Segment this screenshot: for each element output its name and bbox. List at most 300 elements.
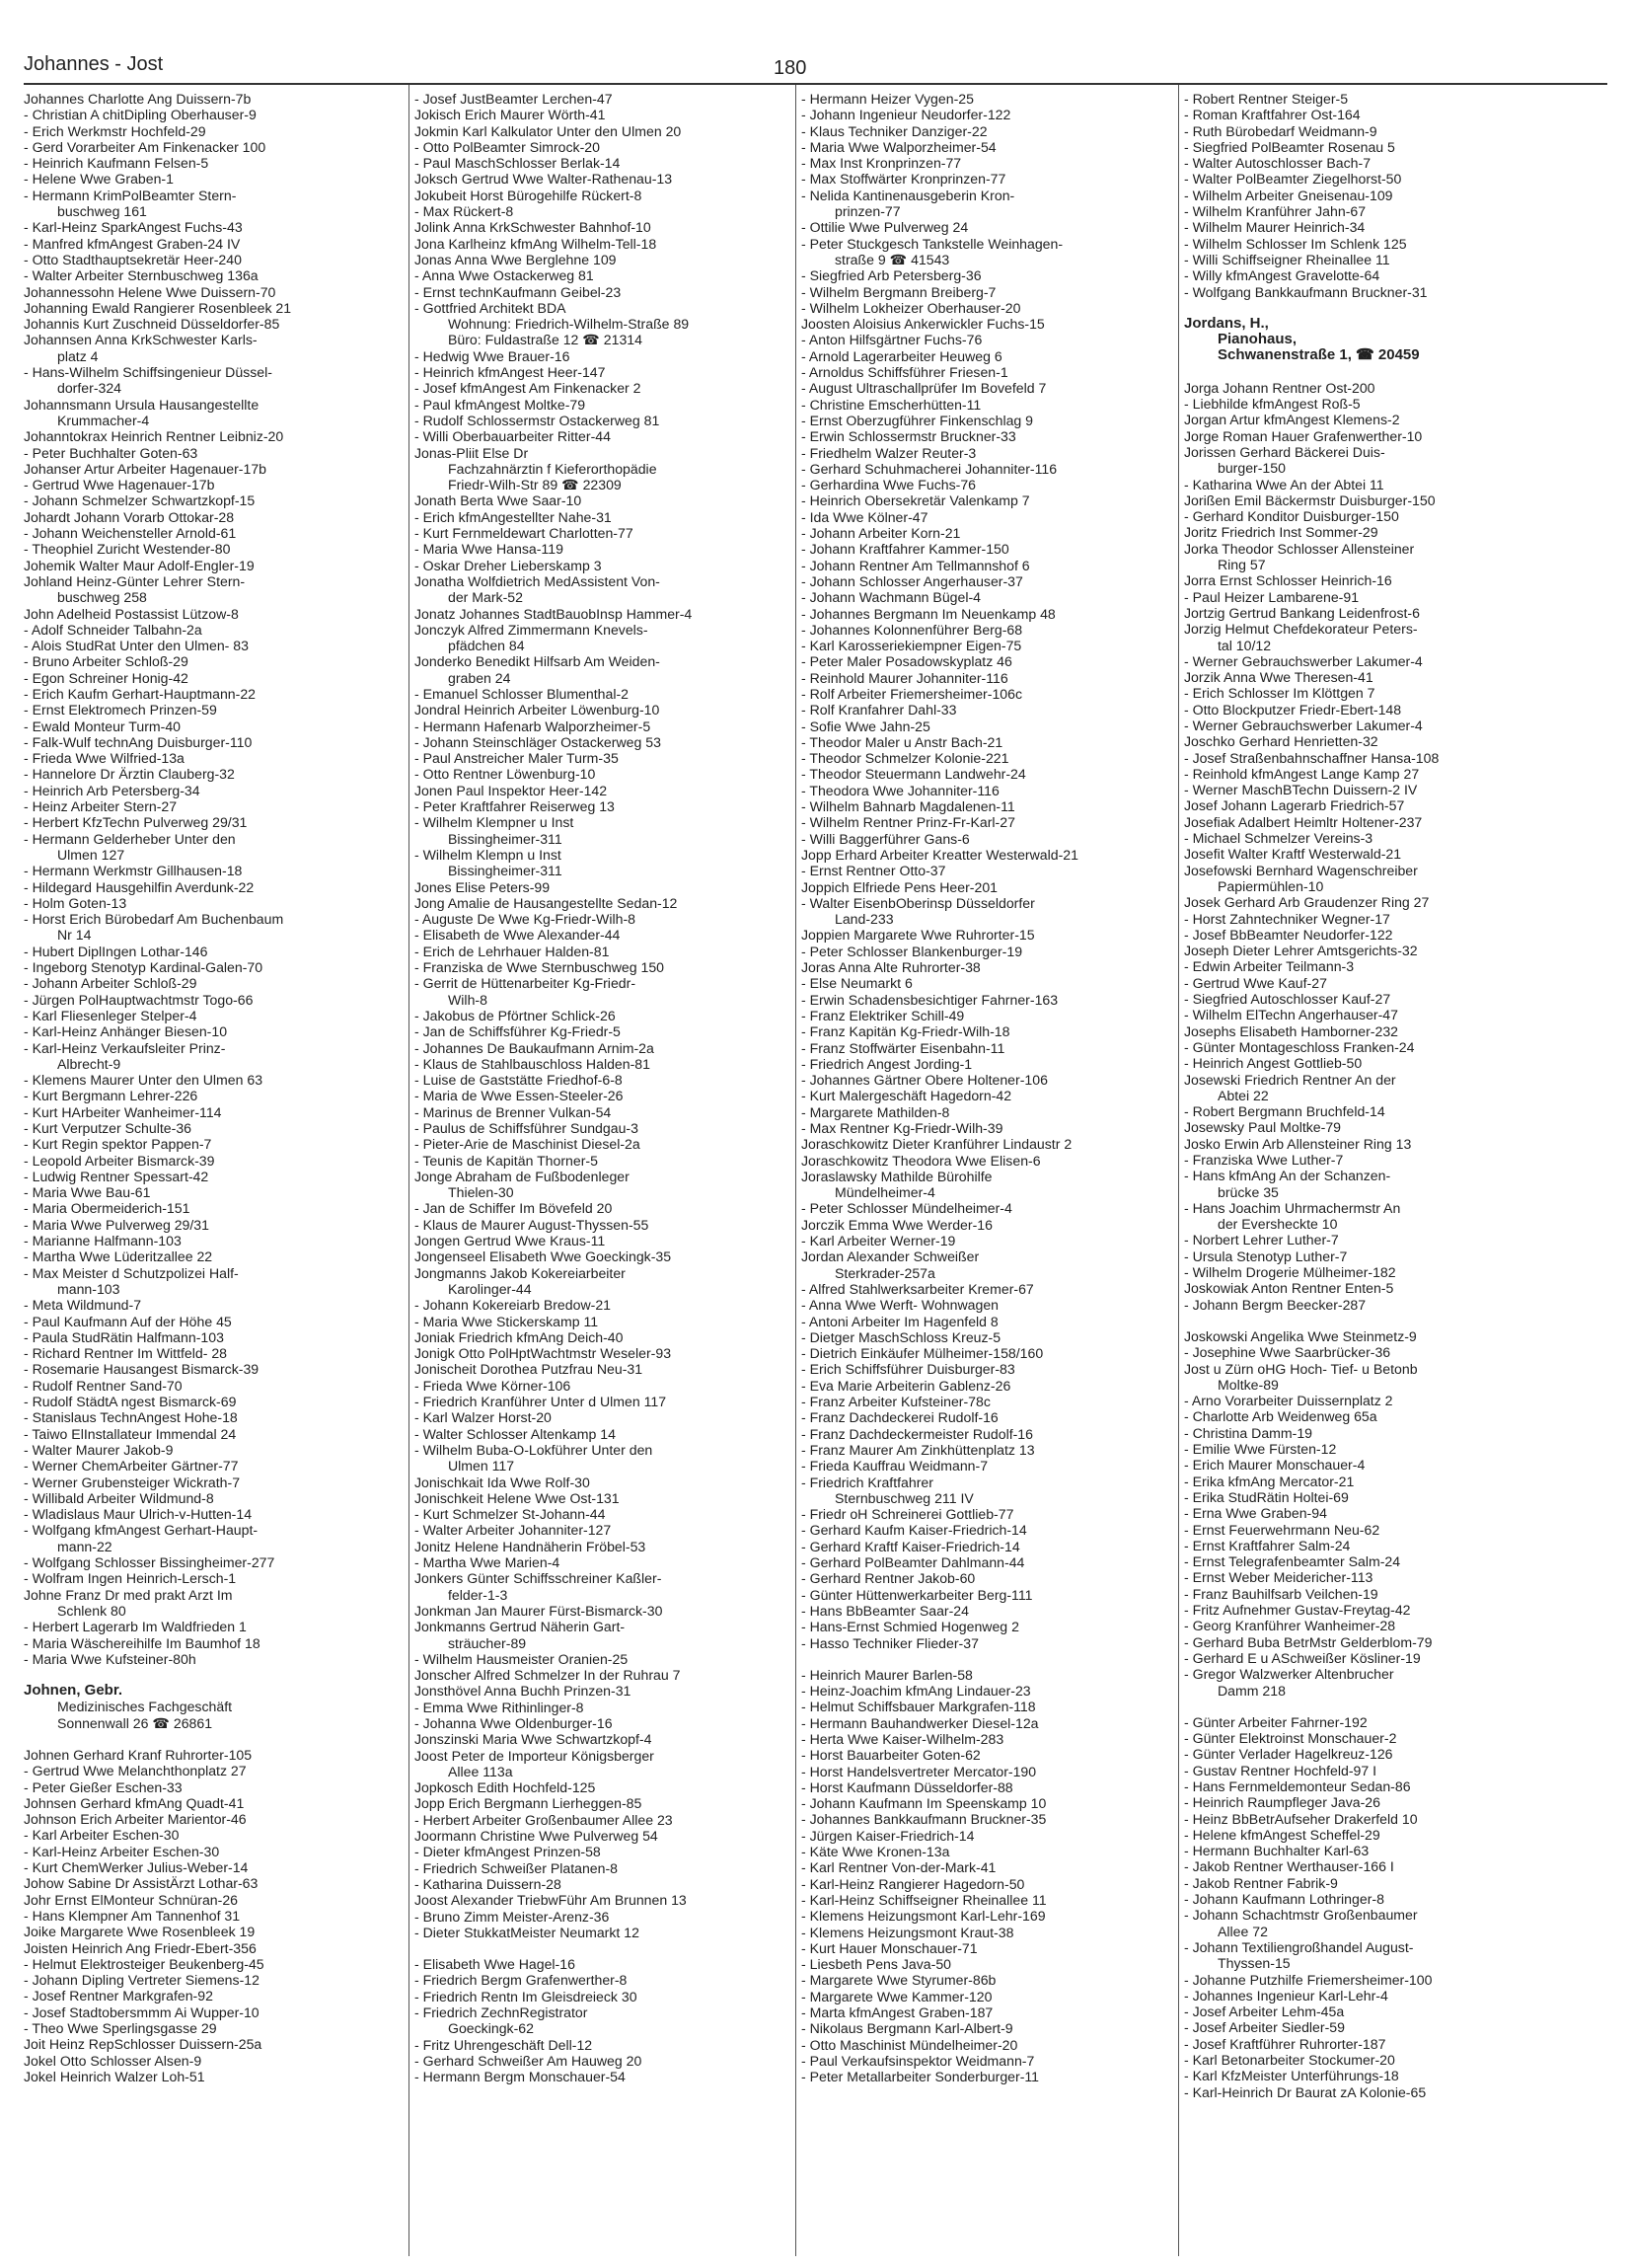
directory-entry: Jongmanns Jakob Kokereiarbeiter <box>414 1264 626 1281</box>
directory-entry: Johow Sabine Dr AssistÄrzt Lothar-63 <box>24 1875 259 1892</box>
directory-entry: Jonderko Benedikt Hilfsarb Am Weiden- <box>414 653 660 670</box>
directory-entry: - Charlotte Arb Weidenweg 65a <box>1184 1408 1377 1425</box>
directory-entry: Joisten Heinrich Ang Friedr-Ebert-356 <box>24 1939 257 1956</box>
directory-entry: Jorra Ernst Schlosser Heinrich-16 <box>1184 572 1392 589</box>
entry-continuation: Nr 14 <box>57 927 92 944</box>
directory-entry: - Gerrit de Hüttenarbeiter Kg-Friedr- <box>414 975 636 992</box>
directory-entry: - Günter Arbeiter Fahrner-192 <box>1184 1713 1368 1730</box>
directory-entry: - August Ultraschallprüfer Im Bovefeld 7 <box>801 380 1047 397</box>
directory-entry: - Johannes Ingenieur Karl-Lehr-4 <box>1184 1987 1388 2003</box>
directory-entry: - Jakob Rentner Werthauser-166 I <box>1184 1858 1394 1875</box>
directory-entry: Jopp Erich Bergmann Lierheggen-85 <box>414 1795 642 1812</box>
directory-entry: - Karl Karosseriekiempner Eigen-75 <box>801 638 1022 654</box>
directory-entry: - Hildegard Hausgehilfin Averdunk-22 <box>24 878 255 895</box>
directory-entry: - Max Meister d Schutzpolizei Half- <box>24 1264 239 1281</box>
directory-entry: - Margarete Mathilden-8 <box>801 1103 950 1120</box>
directory-entry: - Robert Bergmann Bruchfeld-14 <box>1184 1103 1385 1120</box>
directory-entry: - Theodor Schmelzer Kolonie-221 <box>801 750 1009 767</box>
directory-entry: Johland Heinz-Günter Lehrer Stern- <box>24 572 246 589</box>
directory-entry: - Herta Wwe Kaiser-Wilhelm-283 <box>801 1730 1004 1747</box>
directory-entry: - Reinhold kfmAngest Lange Kamp 27 <box>1184 765 1420 782</box>
directory-entry: - Günter Verlader Hagelkreuz-126 <box>1184 1746 1393 1763</box>
directory-entry: - Theodor Steuermann Landwehr-24 <box>801 766 1026 783</box>
directory-entry: Jorgan Artur kfmAngest Klemens-2 <box>1184 412 1400 428</box>
directory-entry: - Otto Maschinist Mündelheimer-20 <box>801 2036 1018 2053</box>
directory-entry: Jonas-Pliit Else Dr <box>414 444 529 461</box>
directory-entry: - Emanuel Schlosser Blumenthal-2 <box>414 685 629 702</box>
directory-entry: Jortzig Gertrud Bankang Leidenfrost-6 <box>1184 604 1420 621</box>
directory-entry: - Antoni Arbeiter Im Hagenfeld 8 <box>801 1313 999 1329</box>
entry-continuation: mann-22 <box>57 1538 112 1554</box>
directory-entry: - Horst Bauarbeiter Goten-62 <box>801 1747 981 1764</box>
directory-entry: - Käte Wwe Kronen-13a <box>801 1844 950 1860</box>
directory-entry: - Siegfried Autoschlosser Kauf-27 <box>1184 991 1391 1008</box>
directory-entry: - Karl KfzMeister Unterführungs-18 <box>1184 2068 1399 2084</box>
directory-entry: - Hermann Bergm Monschauer-54 <box>414 2069 626 2085</box>
page-title: Johannes - Jost <box>24 53 164 75</box>
directory-entry: Johannessohn Helene Wwe Duissern-70 <box>24 283 276 300</box>
directory-entry: Joskowski Angelika Wwe Steinmetz-9 <box>1184 1327 1417 1344</box>
directory-column-1 <box>24 91 418 2084</box>
spacer <box>414 1940 809 1956</box>
directory-entry: - Josef BbBeamter Neudorfer-122 <box>1184 926 1393 943</box>
directory-entry: - Gerhard E u ASchweißer Kösliner-19 <box>1184 1649 1421 1666</box>
directory-entry: Joosten Aloisius Ankerwickler Fuchs-15 <box>801 316 1045 333</box>
directory-entry: Joraslawsky Mathilde Bürohilfe <box>801 1168 993 1184</box>
directory-entry: - Josef Kraftführer Ruhrorter-187 <box>1184 2035 1386 2052</box>
entry-continuation: Land-233 <box>835 911 894 928</box>
directory-entry: - Kurt HArbeiter Wanheimer-114 <box>24 1103 222 1120</box>
directory-entry: - Karl-Heinz SparkAngest Fuchs-43 <box>24 219 243 236</box>
directory-entry: - Wolfgang kfmAngest Gerhart-Haupt- <box>24 1522 259 1539</box>
entry-continuation: Ring 57 <box>1218 557 1266 573</box>
directory-entry: - Gertrud Wwe Melanchthonplatz 27 <box>24 1763 247 1779</box>
directory-entry: Josefiak Adalbert Heimltr Holtener-237 <box>1184 813 1423 830</box>
directory-entry: - Rudolf Rentner Sand-70 <box>24 1377 183 1394</box>
directory-entry: - Josephine Wwe Saarbrücker-36 <box>1184 1344 1391 1361</box>
directory-entry: Joraschkowitz Dieter Kranführer Lindaustr 2 <box>801 1136 1073 1153</box>
directory-entry: - Werner Gebrauchswerber Lakumer-4 <box>1184 717 1423 733</box>
directory-entry: - Helene Wwe Graben-1 <box>24 171 174 188</box>
directory-entry: - Ernst Kraftfahrer Salm-24 <box>1184 1537 1351 1553</box>
directory-entry: - Peter Schlosser Mündelheimer-4 <box>801 1200 1012 1217</box>
directory-entry: - Johannes Kolonnenführer Berg-68 <box>801 621 1023 638</box>
entry-continuation: Bissingheimer-311 <box>448 830 562 847</box>
directory-entry: - Wilhelm Hausmeister Oranien-25 <box>414 1650 629 1667</box>
directory-entry: - Erich Maurer Monschauer-4 <box>1184 1457 1366 1474</box>
directory-entry: - Peter Buchhalter Goten-63 <box>24 444 198 461</box>
directory-entry: - Friedrich Kranführer Unter d Ulmen 117 <box>414 1394 667 1410</box>
directory-entry: - Christina Damm-19 <box>1184 1424 1313 1441</box>
directory-entry: - Rudolf Schlossermstr Ostackerweg 81 <box>414 412 660 428</box>
directory-entry: - Johann Rentner Am Tellmannshof 6 <box>801 557 1030 573</box>
directory-entry: - Ottilie Wwe Pulverweg 24 <box>801 219 969 236</box>
directory-entry: - Heinrich Raumpfleger Java-26 <box>1184 1794 1380 1811</box>
directory-entry: - Hans-Wilhelm Schiffsingenieur Düssel- <box>24 364 272 381</box>
directory-entry: - Josef Arbeiter Lehm-45a <box>1184 2003 1345 2020</box>
directory-entry: Jokmin Karl Kalkulator Unter den Ulmen 20 <box>414 122 682 139</box>
directory-entry: - Hermann Hafenarb Walporzheimer-5 <box>414 718 651 734</box>
directory-entry: - Herbert Arbeiter Großenbaumer Allee 23 <box>414 1811 673 1828</box>
spacer <box>1184 1313 1579 1328</box>
directory-entry: - Arnold Lagerarbeiter Heuweg 6 <box>801 347 1002 364</box>
directory-entry: - Wilhelm Bahnarb Magdalenen-11 <box>801 798 1015 815</box>
directory-entry: - Rolf Kranfahrer Dahl-33 <box>801 702 957 718</box>
directory-entry: - Fritz Uhrengeschäft Dell-12 <box>414 2036 593 2053</box>
directory-entry: - Wilhelm Buba-O-Lokführer Unter den <box>414 1441 653 1458</box>
directory-entry: - Hermann Buchhalter Karl-63 <box>1184 1843 1370 1859</box>
directory-entry: - Heinrich Kaufmann Felsen-5 <box>24 155 209 172</box>
advert-heading: Johnen, Gebr. <box>24 1683 123 1700</box>
directory-entry: - Johann Kokereiarb Bredow-21 <box>414 1297 611 1314</box>
entry-continuation: Krummacher-4 <box>57 412 150 428</box>
directory-entry: Jordan Alexander Schweißer <box>801 1248 980 1265</box>
directory-entry: - Gertrud Wwe Hagenauer-17b <box>24 477 215 493</box>
entry-continuation: mann-103 <box>57 1280 120 1297</box>
directory-entry: Jonsthövel Anna Buchh Prinzen-31 <box>414 1683 631 1700</box>
spacer <box>1184 364 1579 380</box>
directory-entry: - Franziska Wwe Luther-7 <box>1184 1152 1344 1168</box>
entry-continuation: Moltke-89 <box>1218 1376 1279 1393</box>
directory-entry: - Hans kfmAng An der Schanzen- <box>1184 1168 1391 1184</box>
directory-entry: - Jan de Schiffsführer Kg-Friedr-5 <box>414 1023 621 1040</box>
entry-continuation: platz 4 <box>57 347 99 364</box>
directory-entry: - Max Stoffwärter Kronprinzen-77 <box>801 171 1006 188</box>
entry-continuation: pfädchen 84 <box>448 638 525 654</box>
directory-entry: - Fritz Aufnehmer Gustav-Freytag-42 <box>1184 1602 1411 1619</box>
directory-entry: Johannsmann Ursula Hausangestellte <box>24 396 260 413</box>
directory-entry: - Helmut Elektrosteiger Beukenberg-45 <box>24 1955 264 1972</box>
entry-continuation: burger-150 <box>1218 460 1286 477</box>
directory-entry: - Dietrich Einkäufer Mülheimer-158/160 <box>801 1345 1044 1362</box>
directory-entry: Jonscher Alfred Schmelzer In der Ruhrau 7 <box>414 1667 681 1684</box>
entry-continuation: sträucher-89 <box>448 1634 527 1651</box>
entry-continuation: der Eversheckte 10 <box>1218 1216 1338 1233</box>
directory-entry: - Rolf Arbeiter Friemersheimer-106c <box>801 685 1022 702</box>
entry-continuation: Allee 113a <box>448 1763 513 1779</box>
directory-entry: Jonkman Jan Maurer Fürst-Bismarck-30 <box>414 1602 663 1619</box>
directory-entry: - Friedrich ZechnRegistrator <box>414 2004 588 2021</box>
directory-entry: - Maria Wwe Hansa-119 <box>414 541 563 558</box>
directory-entry: - Karl-Heinz Arbeiter Eschen-30 <box>24 1843 220 1859</box>
spacer <box>24 1731 418 1747</box>
directory-entry: - Willibald Arbeiter Wildmund-8 <box>24 1489 214 1506</box>
directory-entry: - Jürgen Kaiser-Friedrich-14 <box>801 1827 975 1844</box>
directory-entry: - Adolf Schneider Talbahn-2a <box>24 621 202 638</box>
directory-entry: Joniak Friedrich kfmAng Deich-40 <box>414 1328 624 1345</box>
directory-entry: - Robert Rentner Steiger-5 <box>1184 91 1349 107</box>
entry-continuation: Friedr-Wilh-Str 89 ☎ 22309 <box>448 477 622 493</box>
directory-entry: - Walter Arbeiter Johanniter-127 <box>414 1522 612 1539</box>
directory-entry: - Arno Vorarbeiter Duissernplatz 2 <box>1184 1393 1393 1409</box>
directory-entry: - Walter PolBeamter Ziegelhorst-50 <box>1184 171 1402 188</box>
directory-entry: - Josef kfmAngest Am Finkenacker 2 <box>414 380 641 397</box>
directory-entry: - Franz Elektriker Schill-49 <box>801 1007 965 1023</box>
entry-continuation: Büro: Fuldastraße 12 ☎ 21314 <box>448 332 642 348</box>
directory-entry: - Emma Wwe Rithinlinger-8 <box>414 1699 584 1715</box>
directory-entry: - Friedrich Bergm Grafenwerther-8 <box>414 1972 628 1989</box>
directory-entry: - Erna Wwe Graben-94 <box>1184 1505 1327 1522</box>
entry-continuation: Wilh-8 <box>448 991 487 1008</box>
directory-entry: - Johann Kraftfahrer Kammer-150 <box>801 541 1009 558</box>
directory-entry: - Dieter kfmAngest Prinzen-58 <box>414 1844 601 1860</box>
directory-entry: - Ingeborg Stenotyp Kardinal-Galen-70 <box>24 959 263 976</box>
directory-entry: - Kurt Regin spektor Pappen-7 <box>24 1136 212 1153</box>
entry-continuation: Ulmen 117 <box>448 1458 515 1474</box>
directory-entry: Jorzig Helmut Chefdekorateur Peters- <box>1184 621 1418 638</box>
directory-entry: - Karl-Heinrich Dr Baurat zA Kolonie-65 <box>1184 2083 1427 2100</box>
directory-entry: - Klemens Maurer Unter den Ulmen 63 <box>24 1072 263 1089</box>
directory-entry: Jorga Johann Rentner Ost-200 <box>1184 379 1375 396</box>
directory-entry: - Josef Straßenbahnschaffner Hansa-108 <box>1184 749 1440 766</box>
directory-entry: - Kurt Bergmann Lehrer-226 <box>24 1088 198 1104</box>
directory-entry: - Richard Rentner Im Wittfeld- 28 <box>24 1345 227 1362</box>
directory-entry: - Liebhilde kfmAngest Roß-5 <box>1184 396 1361 413</box>
directory-entry: Jorißen Emil Bäckermstr Duisburger-150 <box>1184 491 1436 508</box>
directory-entry: - Gregor Walzwerker Altenbrucher <box>1184 1666 1394 1683</box>
directory-entry: - Ewald Monteur Turm-40 <box>24 718 182 734</box>
directory-entry: - Ruth Bürobedarf Weidmann-9 <box>1184 122 1377 139</box>
directory-entry: Jones Elise Peters-99 <box>414 878 551 895</box>
directory-entry: - Johannes Bankkaufmann Bruckner-35 <box>801 1811 1047 1828</box>
directory-entry: - Kurt Verputzer Schulte-36 <box>24 1120 191 1136</box>
directory-entry: - Walter Maurer Jakob-9 <box>24 1441 174 1458</box>
directory-entry: - Karl-Heinz Verkaufsleiter Prinz- <box>24 1039 226 1056</box>
directory-entry: - Gerhard Schweißer Am Hauweg 20 <box>414 2052 642 2069</box>
directory-entry: - Kurt Hauer Monschauer-71 <box>801 1939 978 1956</box>
directory-entry: - Franz Kapitän Kg-Friedr-Wilh-18 <box>801 1023 1010 1040</box>
entry-continuation: brücke 35 <box>1218 1183 1279 1200</box>
directory-entry: - Heinz Arbeiter Stern-27 <box>24 798 178 815</box>
directory-entry: - Karl Betonarbeiter Stockumer-20 <box>1184 2052 1395 2069</box>
directory-entry: - Walter Arbeiter Sternbuschweg 136a <box>24 267 259 284</box>
directory-entry: - Edwin Arbeiter Teilmann-3 <box>1184 958 1355 975</box>
directory-entry: - Georg Kranführer Wanheimer-28 <box>1184 1618 1396 1634</box>
directory-entry: - Johann Weichensteller Arnold-61 <box>24 525 237 542</box>
directory-entry: Jonischkeit Helene Wwe Ost-131 <box>414 1489 620 1506</box>
directory-entry: - Erika kfmAng Mercator-21 <box>1184 1473 1355 1489</box>
directory-entry: - Willy kfmAngest Gravelotte-64 <box>1184 267 1380 284</box>
directory-entry: - Peter Stuckgesch Tankstelle Weinhagen- <box>801 235 1064 252</box>
directory-entry: - Josef JustBeamter Lerchen-47 <box>414 91 613 107</box>
directory-entry: - Michael Schmelzer Vereins-3 <box>1184 830 1373 847</box>
directory-entry: - Max Inst Kronprinzen-77 <box>801 155 962 172</box>
directory-entry: Jorczik Emma Wwe Werder-16 <box>801 1216 993 1233</box>
directory-entry: - Martha Wwe Lüderitzallee 22 <box>24 1248 213 1265</box>
directory-entry: - Erich Schlosser Im Klöttgen 7 <box>1184 685 1375 702</box>
directory-entry: - Eva Marie Arbeiterin Gablenz-26 <box>801 1377 1011 1394</box>
directory-entry: - Günter Montageschloss Franken-24 <box>1184 1038 1415 1055</box>
directory-entry: - Gerhard PolBeamter Dahlmann-44 <box>801 1554 1025 1571</box>
directory-entry: - Klaus de Maurer August-Thyssen-55 <box>414 1216 649 1233</box>
directory-entry: Jost u Zürn oHG Hoch- Tief- u Betonb <box>1184 1360 1418 1377</box>
directory-entry: - Franz Arbeiter Kufsteiner-78c <box>801 1394 991 1410</box>
directory-entry: Johemik Walter Maur Adolf-Engler-19 <box>24 557 255 573</box>
entry-continuation: Goeckingk-62 <box>448 2020 534 2037</box>
entry-continuation: Sternbuschweg 211 IV <box>835 1489 974 1506</box>
directory-entry: - Karl-Heinz Anhänger Biesen-10 <box>24 1023 228 1040</box>
directory-entry: Joit Heinz RepSchlosser Duissern-25a <box>24 2036 262 2053</box>
directory-entry: Johannis Kurt Zuschneid Düsseldorfer-85 <box>24 316 280 333</box>
directory-entry: - Willi Baggerführer Gans-6 <box>801 830 970 847</box>
directory-entry: - Emilie Wwe Fürsten-12 <box>1184 1441 1337 1458</box>
entry-continuation: Schlenk 80 <box>57 1602 126 1619</box>
directory-entry: - Johann Dipling Vertreter Siemens-12 <box>24 1972 260 1989</box>
directory-entry: - Franziska de Wwe Sternbuschweg 150 <box>414 959 665 976</box>
directory-entry: - Günter Elektroinst Monschauer-2 <box>1184 1730 1397 1747</box>
directory-entry: - Werner ChemArbeiter Gärtner-77 <box>24 1458 239 1474</box>
entry-continuation: Sonnenwall 26 ☎ 26861 <box>57 1714 213 1731</box>
directory-entry: - Maria de Wwe Essen-Steeler-26 <box>414 1088 624 1104</box>
directory-entry: - Roman Kraftfahrer Ost-164 <box>1184 107 1361 123</box>
directory-entry: - Wilhelm Maurer Heinrich-34 <box>1184 219 1366 236</box>
directory-entry: - Wilhelm Rentner Prinz-Fr-Karl-27 <box>801 814 1015 831</box>
directory-entry: - Johann Kaufmann Lothringer-8 <box>1184 1891 1384 1908</box>
spacer <box>801 1651 1196 1667</box>
directory-entry: Joost Peter de Importeur Königsberger <box>414 1747 654 1764</box>
entry-continuation: graben 24 <box>448 669 511 686</box>
directory-entry: - Max Rückert-8 <box>414 203 514 220</box>
directory-entry: - Ursula Stenotyp Luther-7 <box>1184 1247 1348 1264</box>
directory-entry: - Hans Joachim Uhrmachermstr An <box>1184 1199 1401 1216</box>
directory-entry: Jonatha Wolfdietrich MedAssistent Von- <box>414 572 660 589</box>
directory-entry: - Wilhelm Klempn u Inst <box>414 846 561 863</box>
directory-entry: - Holm Goten-13 <box>24 894 127 911</box>
directory-entry: - Wilhelm Kranführer Jahn-67 <box>1184 203 1367 220</box>
directory-entry: - Walter Autoschlosser Bach-7 <box>1184 155 1372 172</box>
entry-continuation: Fachzahnärztin f Kieferorthopädie <box>448 460 657 477</box>
directory-entry: - Ernst Elektromech Prinzen-59 <box>24 702 217 718</box>
directory-entry: - Klemens Heizungsmont Kraut-38 <box>801 1924 1014 1940</box>
directory-entry: Joras Anna Alte Ruhrorter-38 <box>801 959 981 976</box>
directory-entry: - Werner Grubensteiger Wickrath-7 <box>24 1474 241 1490</box>
directory-entry: - Kurt Schmelzer St-Johann-44 <box>414 1506 606 1523</box>
directory-entry: - Erwin Schadensbesichtiger Fahrner-163 <box>801 991 1059 1008</box>
directory-entry: - Erich de Lehrhauer Halden-81 <box>414 943 610 959</box>
directory-entry: - Kurt Malergeschäft Hagedorn-42 <box>801 1088 1012 1104</box>
directory-entry: - Klaus Techniker Danziger-22 <box>801 122 988 139</box>
directory-entry: - Erika StudRätin Holtei-69 <box>1184 1488 1349 1505</box>
directory-entry: Joksch Gertrud Wwe Walter-Rathenau-13 <box>414 171 673 188</box>
directory-entry: - Werner Gebrauchswerber Lakumer-4 <box>1184 652 1423 669</box>
directory-entry: - Gottfried Architekt BDA <box>414 299 566 316</box>
directory-entry: - Johanne Putzhilfe Friemersheimer-100 <box>1184 1971 1433 1988</box>
directory-entry: - Friedhelm Walzer Reuter-3 <box>801 444 977 461</box>
entry-continuation: Bissingheimer-311 <box>448 863 562 879</box>
directory-entry: Jorge Roman Hauer Grafenwerther-10 <box>1184 427 1423 444</box>
directory-entry: Johannes Charlotte Ang Duissern-7b <box>24 91 252 107</box>
directory-entry: - Gerhard Schuhmacherei Johanniter-116 <box>801 460 1058 477</box>
directory-entry: - Hermann Gelderheber Unter den <box>24 830 236 847</box>
entry-continuation: Karolinger-44 <box>448 1280 532 1297</box>
directory-entry: - Maria Wäschereihilfe Im Baumhof 18 <box>24 1634 260 1651</box>
directory-entry: - Klaus de Stahlbauschloss Halden-81 <box>414 1055 650 1072</box>
directory-entry: - Herbert Lagerarb Im Waldfrieden 1 <box>24 1619 247 1635</box>
directory-entry: - Hermann Heizer Vygen-25 <box>801 91 974 107</box>
directory-entry: Jokisch Erich Maurer Wörth-41 <box>414 107 606 123</box>
directory-entry: - Peter Gießer Eschen-33 <box>24 1778 183 1795</box>
directory-entry: - Frieda Wwe Wilfried-13a <box>24 750 185 767</box>
directory-entry: - Franz Dachdeckerei Rudolf-16 <box>801 1409 999 1426</box>
entry-continuation: Papiermühlen-10 <box>1218 877 1324 894</box>
directory-entry: Jonatz Johannes StadtBauobInsp Hammer-4 <box>414 605 693 622</box>
directory-entry: Joraschkowitz Theodora Wwe Elisen-6 <box>801 1152 1041 1169</box>
directory-entry: - Siegfried PolBeamter Rosenau 5 <box>1184 138 1395 155</box>
directory-entry: - Heinrich Angest Gottlieb-50 <box>1184 1055 1363 1072</box>
directory-entry: Joost Alexander TriebwFühr Am Brunnen 13 <box>414 1892 687 1909</box>
directory-column-3 <box>801 91 1196 2085</box>
directory-entry: - Johann Arbeiter Korn-21 <box>801 525 961 542</box>
directory-entry: - Karl Arbeiter Eschen-30 <box>24 1827 180 1844</box>
directory-entry: - Kurt Fernmeldewart Charlotten-77 <box>414 525 633 542</box>
advert-line: Pianohaus, <box>1218 332 1298 348</box>
entry-continuation: prinzen-77 <box>835 203 901 220</box>
directory-entry: - Anna Wwe Werft- Wohnwagen <box>801 1297 1000 1314</box>
directory-entry: Josefowski Bernhard Wagenschreiber <box>1184 862 1418 878</box>
directory-entry: - Johann Schachtmstr Großenbaumer <box>1184 1907 1418 1924</box>
directory-entry: Joppich Elfriede Pens Heer-201 <box>801 878 998 895</box>
entry-continuation: Thielen-30 <box>448 1184 514 1201</box>
directory-entry: - Karl Fliesenleger Stelper-4 <box>24 1007 197 1023</box>
directory-entry: - Karl Rentner Von-der-Mark-41 <box>801 1859 997 1876</box>
directory-entry: - Willi Schiffseigner Rheinallee 11 <box>1184 251 1390 267</box>
directory-entry: - Peter Maler Posadowskyplatz 46 <box>801 653 1012 670</box>
directory-entry: Jonen Paul Inspektor Heer-142 <box>414 782 608 798</box>
directory-entry: - Gerhard Kaufm Kaiser-Friedrich-14 <box>801 1522 1027 1539</box>
directory-entry: - Marta kfmAngest Graben-187 <box>801 2004 994 2021</box>
directory-entry: - Wilhelm Drogerie Mülheimer-182 <box>1184 1264 1396 1281</box>
directory-entry: - Pieter-Arie de Maschinist Diesel-2a <box>414 1136 640 1153</box>
directory-entry: Joormann Christine Wwe Pulverweg 54 <box>414 1828 658 1845</box>
directory-entry: - Friedrich Angest Jording-1 <box>801 1055 973 1072</box>
directory-entry: Johardt Johann Vorarb Ottokar-28 <box>24 508 235 525</box>
entry-continuation: Albrecht-9 <box>57 1055 121 1072</box>
directory-entry: - Josef Arbeiter Siedler-59 <box>1184 2019 1345 2036</box>
directory-column-2 <box>414 91 809 2085</box>
entry-continuation: straße 9 ☎ 41543 <box>835 251 950 267</box>
entry-continuation: Ulmen 127 <box>57 846 125 863</box>
directory-entry: Jonath Berta Wwe Saar-10 <box>414 492 582 509</box>
directory-entry: Jonas Anna Wwe Berglehne 109 <box>414 251 617 267</box>
directory-entry: - Gerhard Rentner Jakob-60 <box>801 1570 976 1587</box>
directory-entry: - Paul Heizer Lambarene-91 <box>1184 588 1360 605</box>
spacer <box>1184 1699 1579 1714</box>
directory-entry: - Norbert Lehrer Luther-7 <box>1184 1232 1339 1248</box>
directory-entry: - Reinhold Maurer Johanniter-116 <box>801 669 1008 686</box>
directory-entry: Jondral Heinrich Arbeiter Löwenburg-10 <box>414 702 660 718</box>
directory-entry: - Frieda Wwe Körner-106 <box>414 1377 571 1394</box>
directory-entry: Johne Franz Dr med prakt Arzt Im <box>24 1586 233 1603</box>
directory-entry: - Wladislaus Maur Ulrich-v-Hutten-14 <box>24 1506 253 1523</box>
directory-entry: - Heinz BbBetrAufseher Drakerfeld 10 <box>1184 1810 1418 1827</box>
directory-entry: Jopkosch Edith Hochfeld-125 <box>414 1779 596 1796</box>
directory-entry: - Katharina Duissern-28 <box>414 1875 561 1892</box>
directory-entry: Jong Amalie de Hausangestellte Sedan-12 <box>414 894 678 911</box>
directory-entry: - Helene kfmAngest Scheffel-29 <box>1184 1826 1380 1843</box>
directory-entry: - Gertrud Wwe Kauf-27 <box>1184 974 1327 991</box>
directory-entry: - Hannelore Dr Ärztin Clauberg-32 <box>24 766 235 783</box>
directory-entry: - Helmut Schiffsbauer Markgrafen-118 <box>801 1699 1036 1715</box>
directory-entry: - Karl-Heinz Rangierer Hagedorn-50 <box>801 1875 1025 1892</box>
directory-entry: Johanning Ewald Rangierer Rosenbleek 21 <box>24 299 292 316</box>
directory-entry: - Johann Bergm Beecker-287 <box>1184 1296 1367 1313</box>
directory-entry: - Jakobus de Pförtner Schlick-26 <box>414 1007 616 1023</box>
directory-entry: - Theodora Wwe Johanniter-116 <box>801 782 1000 798</box>
directory-entry: - Falk-Wulf technAng Duisburger-110 <box>24 733 253 750</box>
directory-entry: - Ernst Weber Meidericher-113 <box>1184 1569 1373 1586</box>
directory-entry: Jonitz Helene Handnäherin Fröbel-53 <box>414 1538 646 1554</box>
advert-heading: Jordans, H., <box>1184 315 1269 332</box>
